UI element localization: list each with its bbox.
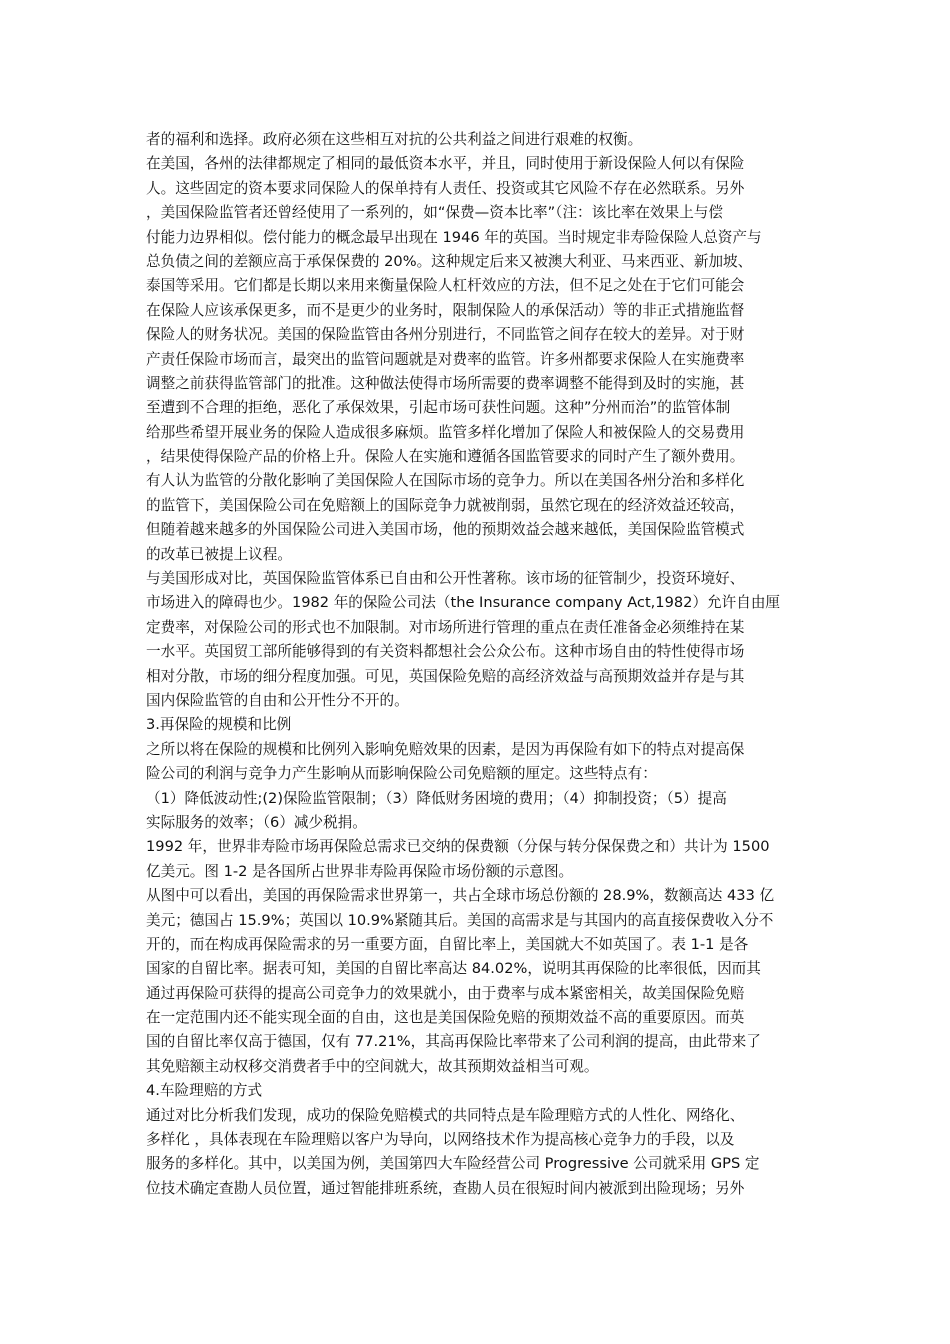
text-line: ，美国保险监管者还曾经使用了一系列的，如“保费—资本比率”（注：该比率在效果上与偿 bbox=[146, 204, 723, 222]
text-line: 一水平。英国贸工部所能够得到的有关资料都想社会公众公布。这种市场自由的特性使得市场 bbox=[146, 643, 745, 661]
text-line: ，结果使得保险产品的价格上升。保险人在实施和遵循各国监管要求的同时产生了额外费用。 bbox=[146, 448, 745, 466]
section-heading: 3.再保险的规模和比例 bbox=[146, 716, 292, 734]
text-line: 人。这些固定的资本要求同保险人的保单持有人责任、投资或其它风险不存在必然联系。另外 bbox=[146, 179, 745, 197]
text-line: 有人认为监管的分散化影响了美国保险人在国际市场的竞争力。所以在美国各州分治和多样化 bbox=[146, 472, 745, 490]
text-line: 通过再保险可获得的提高公司竞争力的效果就小，由于费率与成本紧密相关，故美国保险免赔 bbox=[146, 984, 745, 1002]
text-line: 相对分散，市场的细分程度加强。可见，英国保险免赔的高经济效益与高预期效益并存是与其 bbox=[146, 667, 745, 685]
text-line: 总负债之间的差额应高于承保保费的 20%。这种规定后来又被澳大利亚、马来西亚、新加坡、 bbox=[146, 252, 753, 270]
text-line: 调整之前获得监管部门的批准。这种做法使得市场所需要的费率调整不能得到及时的实施，甚 bbox=[146, 374, 745, 392]
text-line: 通过对比分析我们发现，成功的保险免赔模式的共同特点是车险理赔方式的人性化、网络化、 bbox=[146, 1106, 745, 1124]
document-body bbox=[146, 128, 806, 1201]
text-line: 其免赔额主动权移交消费者手中的空间就大，故其预期效益相当可观。 bbox=[146, 1057, 599, 1075]
text-line: 在保险人应该承保更多，而不是更少的业务时，限制保险人的承保活动）等的非正式措施监督 bbox=[146, 301, 745, 319]
text-line: 与美国形成对比，英国保险监管体系已自由和公开性著称。该市场的征管制少，投资环境好、 bbox=[146, 570, 745, 588]
text-line: 实际服务的效率；（6）减少税捐。 bbox=[146, 813, 367, 831]
text-line: 服务的多样化。其中，以美国为例，美国第四大车险经营公司 Progressive 公司就采用 GPS 定 bbox=[146, 1155, 760, 1173]
text-line: 者的福利和选择。政府必须在这些相互对抗的公共利益之间进行艰难的权衡。 bbox=[146, 131, 643, 148]
text-line: 从图中可以看出，美国的再保险需求世界第一，共占全球市场总份额的 28.9%，数额高达 433 亿 bbox=[146, 887, 775, 905]
text-line: 给那些希望开展业务的保险人造成很多麻烦。监管多样化增加了保险人和被保险人的交易费用 bbox=[146, 423, 745, 441]
text-line: 险公司的利润与竞争力产生影响从而影响保险公司免赔额的厘定。这些特点有： bbox=[146, 765, 657, 783]
text-line: 定费率，对保险公司的形式也不加限制。对市场所进行管理的重点在责任准备金必须维持在某 bbox=[146, 618, 745, 636]
text-line: 之所以将在保险的规模和比例列入影响免赔效果的因素，是因为再保险有如下的特点对提高保 bbox=[146, 740, 745, 758]
text-line: 在一定范围内还不能实现全面的自由，这也是美国保险免赔的预期效益不高的重要原因。而英 bbox=[146, 1009, 745, 1027]
text-line: 的监管下，美国保险公司在免赔额上的国际竞争力就被削弱，虽然它现在的经济效益还较高， bbox=[146, 496, 745, 514]
text-line: 产责任保险市场而言，最突出的监管问题就是对费率的监管。许多州都要求保险人在实施费率 bbox=[146, 350, 745, 368]
text-line: 1992 年，世界非寿险市场再保险总需求已交纳的保费额（分保与转分保保费之和）共计为 1500 bbox=[146, 838, 770, 856]
text-line: （1）降低波动性;(2)保险监管限制；（3）降低财务困境的费用；（4）抑制投资；（5）提高 bbox=[146, 789, 727, 807]
text-line: 市场进入的障碍也少。1982 年的保险公司法（the Insurance company Act,1982）允许自由厘 bbox=[146, 594, 781, 612]
text-line: 国的自留比率仅高于德国，仅有 77.21%，其高再保险比率带来了公司利润的提高，由此带来了 bbox=[146, 1033, 761, 1051]
text-line: 至遭到不合理的拒绝，恶化了承保效果，引起市场可获性问题。这种”分州而治”的监管体制 bbox=[146, 399, 731, 417]
text-line: 在美国，各州的法律都规定了相同的最低资本水平，并且，同时使用于新设保险人何以有保险 bbox=[146, 155, 745, 173]
text-line: 开的，而在构成再保险需求的另一重要方面，自留比率上，美国就大不如英国了。表 1-1 是各 bbox=[146, 935, 749, 953]
text-line: 位技术确定查勘人员位置，通过智能排班系统，查勘人员在很短时间内被派到出险现场；另外 bbox=[146, 1179, 745, 1197]
text-line: 的改革已被提上议程。 bbox=[146, 545, 292, 563]
text-line: 多样化 ，具体表现在车险理赔以客户为导向，以网络技术作为提高核心竞争力的手段，以及 bbox=[146, 1131, 735, 1149]
text-line: 国内保险监管的自由和公开性分不开的。 bbox=[146, 691, 409, 709]
text-line: 付能力边界相似。偿付能力的概念最早出现在 1946 年的英国。当时规定非寿险保险人总资产与 bbox=[146, 228, 762, 246]
text-line: 亿美元。图 1-2 是各国所占世界非寿险再保险市场份额的示意图。 bbox=[146, 862, 574, 880]
section-heading: 4.车险理赔的方式 bbox=[146, 1082, 263, 1100]
text-line: 泰国等采用。它们都是长期以来用来衡量保险人杠杆效应的方法，但不足之处在于它们可能会 bbox=[146, 277, 745, 295]
text-line: 保险人的财务状况。美国的保险监管由各州分别进行，不同监管之间存在较大的差异。对于财 bbox=[146, 326, 745, 344]
text-line: 国家的自留比率。据表可知，美国的自留比率高达 84.02%，说明其再保险的比率很低，因而其 bbox=[146, 960, 761, 978]
text-line: 美元；德国占 15.9%；英国以 10.9%紧随其后。美国的高需求是与其国内的高直接保费收入分不 bbox=[146, 911, 774, 929]
text-line: 但随着越来越多的外国保险公司进入美国市场，他的预期效益会越来越低，美国保险监管模式 bbox=[146, 521, 745, 539]
